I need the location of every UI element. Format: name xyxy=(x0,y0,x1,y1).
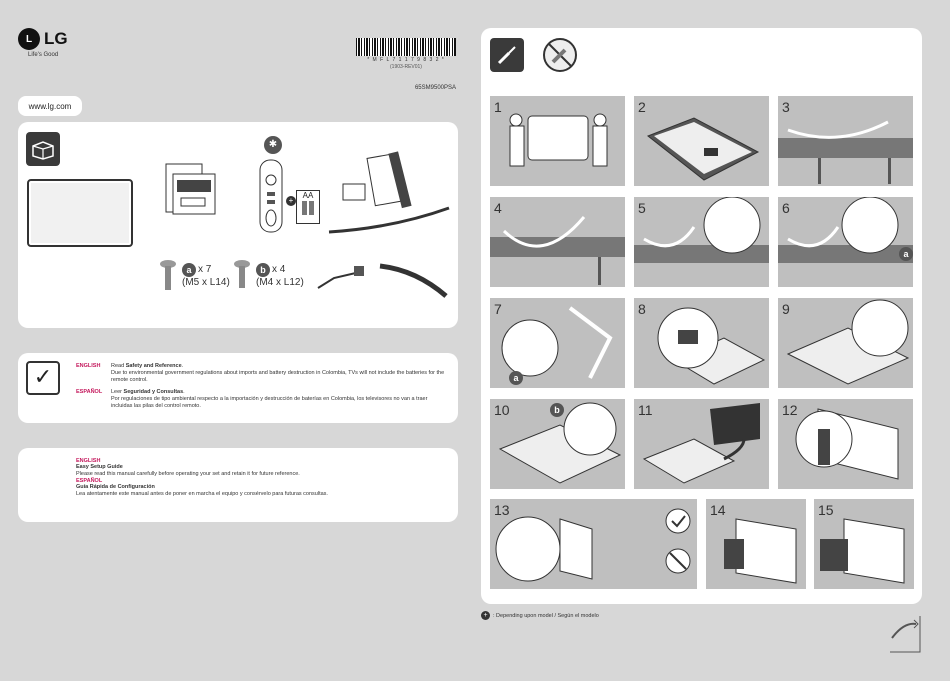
step-11 xyxy=(634,399,769,489)
step-12 xyxy=(778,399,913,489)
step-8-number: 8 xyxy=(638,301,646,317)
step-4-number: 4 xyxy=(494,200,502,216)
step-10-number: 10 xyxy=(494,402,510,418)
remote-illustration xyxy=(256,158,286,234)
step-11-illustration xyxy=(634,399,769,489)
step-5-illustration xyxy=(634,197,769,287)
screw-a xyxy=(158,258,230,294)
guide-english-title: Easy Setup Guide xyxy=(76,464,123,470)
assembly-panel xyxy=(481,28,922,604)
batteries-label: AA xyxy=(302,191,314,200)
screw-b xyxy=(232,258,304,294)
step-3-number: 3 xyxy=(782,99,790,115)
notice-spanish-text: Leer Seguridad y Consultas. Por regulaciones de tipo ambiental respecto a la importación y destrucción de baterías en Colombia, los televisores no van a traer incluidas las pilas del control remoto. xyxy=(111,389,428,409)
step-14-number: 14 xyxy=(710,502,726,518)
step-5 xyxy=(634,197,769,287)
step-9-illustration xyxy=(778,298,913,388)
step-6-illustration xyxy=(778,197,913,287)
screw-b-size: (M4 x L12) xyxy=(256,277,304,288)
step-2 xyxy=(634,96,769,186)
label-b-badge: b xyxy=(256,263,270,277)
batteries-icon xyxy=(300,200,316,216)
screw-b-icon xyxy=(232,258,252,294)
step-2-number: 2 xyxy=(638,99,646,115)
batteries-box xyxy=(296,190,320,224)
notice-english-text: Read Safety and Reference. Due to environmental government regulations about imports and battery destruction in Colombia, TVs will not include the batteries for the remote control. xyxy=(111,363,445,383)
step-6-label-a: a xyxy=(899,247,913,261)
step-12-number: 12 xyxy=(782,402,798,418)
step-1-illustration xyxy=(490,96,625,186)
step-6-number: 6 xyxy=(782,200,790,216)
notice-spanish-body: Por regulaciones de tipo ambiental respecto a la importación y destrucción de baterías en Colombia, los televisores no van a traer incluidas las pilas del control remoto. xyxy=(111,396,428,409)
label-a-badge: a xyxy=(182,263,196,277)
step-3-illustration xyxy=(778,96,913,186)
barcode-number: * M F L 7 1 1 7 9 8 3 2 * xyxy=(367,57,445,63)
step-13-illustration xyxy=(490,499,697,589)
notice-panel xyxy=(18,353,458,423)
revision: (1903-REV01) xyxy=(390,64,422,70)
checkbox-icon: ✓ xyxy=(26,361,60,395)
lg-logo-text: LG xyxy=(44,29,68,48)
step-12-illustration xyxy=(778,399,913,489)
notice-english-title: Safety and Reference xyxy=(125,363,182,369)
screw-b-count: x 4 xyxy=(272,264,286,275)
step-4-illustration xyxy=(490,197,625,287)
step-13-number: 13 xyxy=(494,502,510,518)
step-11-number: 11 xyxy=(638,402,653,418)
notice-english-read: Read xyxy=(111,363,126,369)
cable-illustration xyxy=(314,262,370,294)
step-15-number: 15 xyxy=(818,502,834,518)
notice-spanish-label: ESPAÑOL xyxy=(76,389,103,395)
step-9 xyxy=(778,298,913,388)
step-8 xyxy=(634,298,769,388)
bluetooth-icon: ✱ xyxy=(264,136,282,154)
tagline: Life's Good xyxy=(28,52,59,58)
lg-logo xyxy=(18,28,68,50)
step-2-illustration xyxy=(634,96,769,186)
step-3 xyxy=(778,96,913,186)
guide-panel xyxy=(18,448,458,522)
model-number: 65SM9500PSA xyxy=(414,85,456,91)
step-4 xyxy=(490,197,625,287)
step-8-illustration xyxy=(634,298,769,388)
guide-spanish-body: Lea atentamente este manual antes de poner en marcha el equipo y consérvelo para futuras consultas. xyxy=(76,491,328,497)
screw-a-icon xyxy=(158,258,178,294)
screw-a-size: (M5 x L14) xyxy=(182,277,230,288)
no-knife-icon xyxy=(543,38,577,72)
guide-english-label: ENGLISH xyxy=(76,458,101,464)
plus-icon: + xyxy=(286,196,296,206)
step-9-number: 9 xyxy=(782,301,790,317)
barcode xyxy=(356,38,456,56)
guide-spanish-title: Guía Rápida de Configuración xyxy=(76,484,155,490)
step-1 xyxy=(490,96,625,186)
step-14 xyxy=(706,499,806,589)
stand-illustration xyxy=(323,146,455,238)
notice-english-label: ENGLISH xyxy=(76,363,101,369)
website-link[interactable]: www.lg.com xyxy=(18,96,82,116)
step-5-number: 5 xyxy=(638,200,646,216)
step-7-number: 7 xyxy=(494,301,502,317)
step-7 xyxy=(490,298,625,388)
step-10-label-b: b xyxy=(550,403,564,417)
guide-english-body: Please read this manual carefully before operating your set and retain it for future reference. xyxy=(76,471,300,477)
screw-a-count: x 7 xyxy=(198,264,212,275)
footnote-text: : Depending upon model / Según el modelo xyxy=(493,612,599,619)
step-10 xyxy=(490,399,625,489)
step-1-number: 1 xyxy=(494,99,502,115)
footnote xyxy=(481,611,599,620)
manuals-illustration xyxy=(163,158,223,222)
guide-spanish-label: ESPAÑOL xyxy=(76,478,103,484)
step-7-label-a: a xyxy=(509,371,523,385)
page-turn-icon xyxy=(888,614,922,654)
step-13 xyxy=(490,499,697,589)
step-6 xyxy=(778,197,913,287)
cable-holder-illustration xyxy=(376,260,450,300)
box-icon xyxy=(26,132,60,166)
lg-logo-mark: L xyxy=(18,28,40,50)
notice-english-body: Due to environmental government regulations about imports and battery destruction in Colombia, TVs will not include the batteries for the remote control. xyxy=(111,370,445,383)
notice-spanish-title: Seguridad y Consultas xyxy=(123,389,184,395)
plus-icon: + xyxy=(481,611,490,620)
step-15 xyxy=(814,499,914,589)
box-contents-panel xyxy=(18,122,458,328)
screwdriver-icon xyxy=(490,38,524,72)
notice-spanish-read: Leer xyxy=(111,389,124,395)
tv-illustration xyxy=(26,178,136,250)
